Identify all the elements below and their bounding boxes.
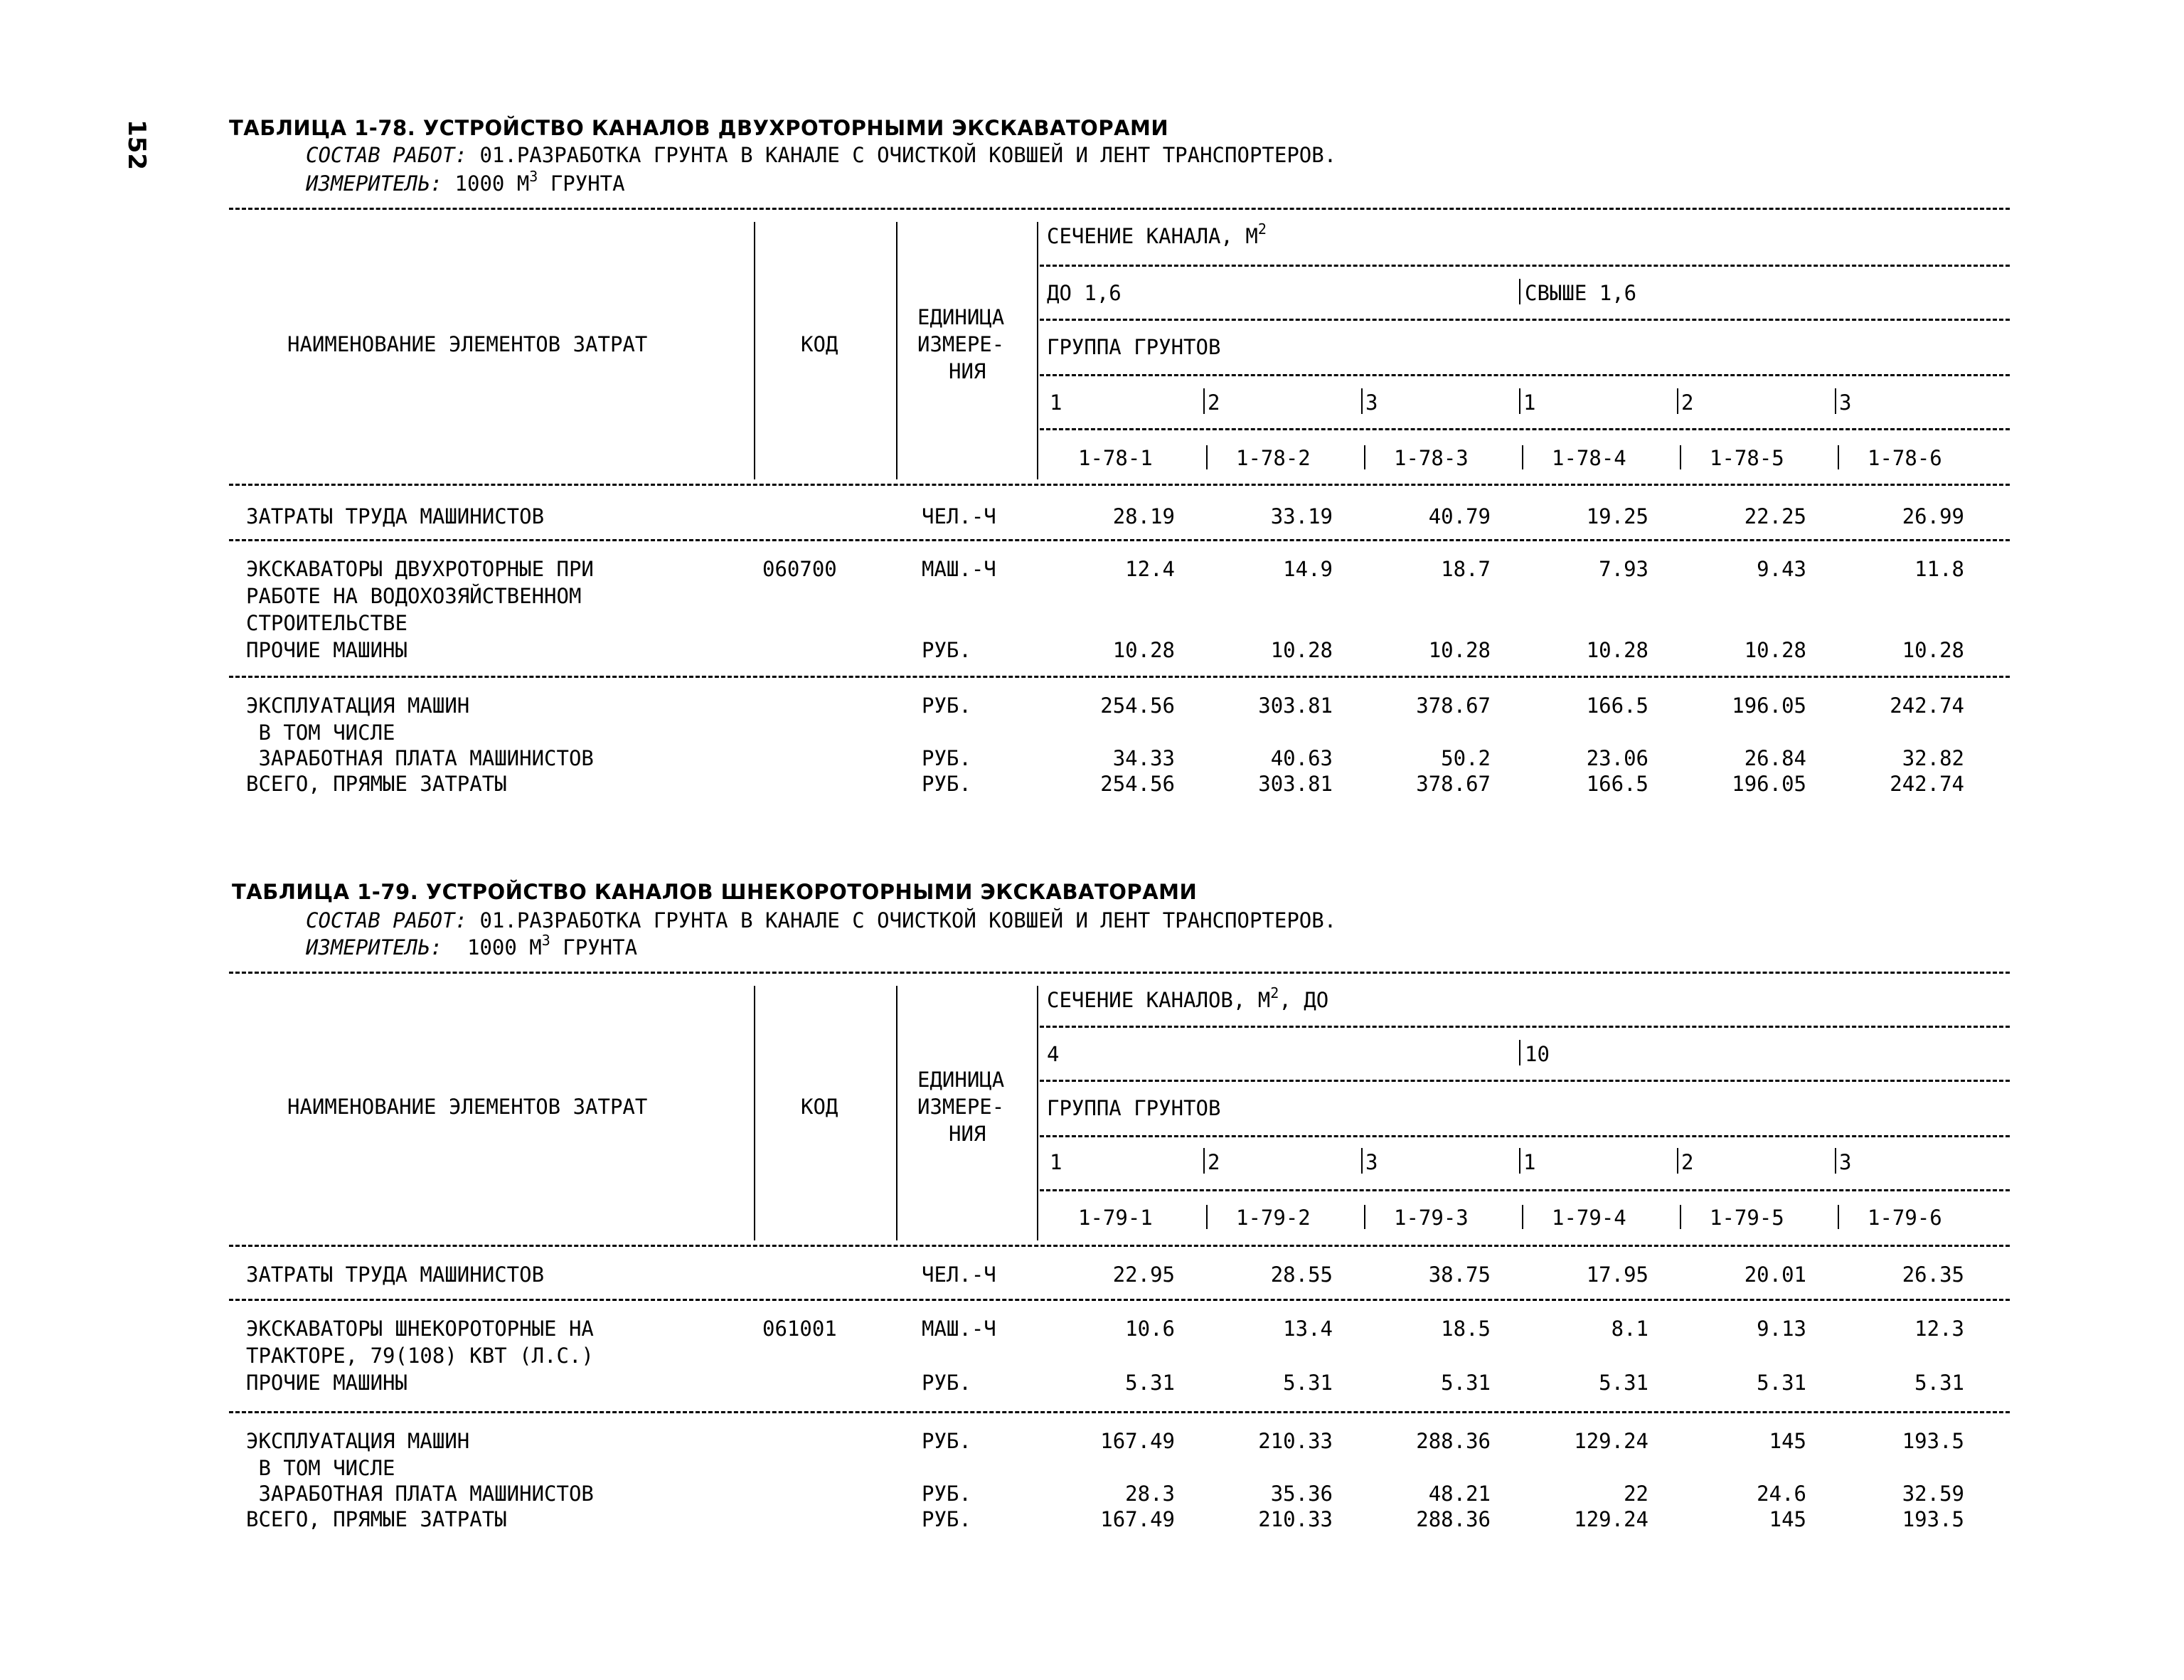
value-cell: 5.31 bbox=[1283, 1371, 1333, 1395]
value-cell: 14.9 bbox=[1283, 557, 1333, 581]
group-divider bbox=[1361, 1148, 1363, 1174]
measure-label: ИЗМЕРИТЕЛЬ: bbox=[306, 935, 443, 959]
header-inner-rule bbox=[1040, 1080, 2010, 1082]
unit-of-measure: РУБ. bbox=[922, 1429, 971, 1453]
norm-code-6: 1-79-6 bbox=[1868, 1206, 1942, 1230]
group-divider bbox=[1203, 1148, 1205, 1174]
value-cell: 242.74 bbox=[1890, 693, 1964, 718]
soil-group-6: 3 bbox=[1839, 1150, 1852, 1174]
value-cell: 13.4 bbox=[1283, 1317, 1333, 1341]
value-cell: 28.55 bbox=[1270, 1262, 1333, 1287]
column-header-name: НАИМЕНОВАНИЕ ЭЛЕМЕНТОВ ЗАТРАТ bbox=[287, 332, 648, 356]
soil-group-2: 2 bbox=[1208, 1150, 1220, 1174]
section-header-text: СЕЧЕНИЕ КАНАЛОВ, М bbox=[1047, 988, 1271, 1012]
value-cell: 129.24 bbox=[1574, 1507, 1648, 1531]
composition-text: 01.РАЗРАБОТКА ГРУНТА В КАНАЛЕ С ОЧИСТКОЙ КОВШЕЙ И ЛЕНТ ТРАНСПОРТЕРОВ. bbox=[479, 143, 1337, 167]
group-divider bbox=[1677, 388, 1678, 414]
group-divider bbox=[1519, 1148, 1520, 1174]
unit-of-measure: РУБ. bbox=[922, 772, 971, 796]
measure-line bbox=[306, 932, 638, 959]
value-cell: 28.3 bbox=[1125, 1482, 1175, 1506]
composition-label: СОСТАВ РАБОТ: bbox=[306, 908, 467, 932]
value-cell: 40.79 bbox=[1428, 504, 1491, 528]
cost-item-name: СТРОИТЕЛЬСТВЕ bbox=[246, 611, 407, 635]
value-cell: 38.75 bbox=[1428, 1262, 1491, 1287]
square-superscript: 2 bbox=[1270, 984, 1279, 1001]
unit-of-measure: МАШ.-Ч bbox=[922, 557, 996, 581]
value-cell: 12.4 bbox=[1125, 557, 1175, 581]
value-cell: 9.13 bbox=[1757, 1317, 1806, 1341]
value-cell: 10.28 bbox=[1902, 638, 1964, 662]
column-header-code: КОД bbox=[801, 332, 838, 356]
resource-code: 061001 bbox=[762, 1317, 837, 1341]
cost-item-name: В ТОМ ЧИСЛЕ bbox=[246, 1456, 395, 1480]
value-cell: 210.33 bbox=[1258, 1507, 1333, 1531]
cube-superscript: 3 bbox=[541, 932, 550, 949]
table-title: ТАБЛИЦА 1-79. УСТРОЙСТВО КАНАЛОВ ШНЕКОРОТОРНЫМИ ЭКСКАВАТОРАМИ bbox=[232, 880, 1198, 904]
code-divider bbox=[1206, 445, 1208, 469]
value-cell: 210.33 bbox=[1258, 1429, 1333, 1453]
value-cell: 303.81 bbox=[1258, 693, 1333, 718]
value-cell: 34.33 bbox=[1112, 746, 1175, 770]
cost-item-name: ЗАРАБОТНАЯ ПЛАТА МАШИНИСТОВ bbox=[246, 746, 594, 770]
value-cell: 145 bbox=[1769, 1507, 1806, 1531]
value-cell: 19.25 bbox=[1586, 504, 1648, 528]
norm-code-4: 1-79-4 bbox=[1552, 1206, 1626, 1230]
column-header-unit-3: НИЯ bbox=[949, 359, 986, 383]
group-divider bbox=[1677, 1148, 1678, 1174]
section-header bbox=[1047, 984, 1329, 1012]
column-header-unit-2: ИЗМЕРЕ- bbox=[917, 1095, 1005, 1119]
cost-item-name: ЭКСПЛУАТАЦИЯ МАШИН bbox=[246, 693, 470, 718]
row-group-rule bbox=[229, 484, 2010, 486]
header-inner-rule bbox=[1040, 1135, 2010, 1137]
cost-item-name: РАБОТЕ НА ВОДОХОЗЯЙСТВЕННОМ bbox=[246, 584, 582, 608]
row-group-rule bbox=[229, 539, 2010, 541]
value-cell: 10.28 bbox=[1428, 638, 1491, 662]
unit-of-measure: РУБ. bbox=[922, 1507, 971, 1531]
value-cell: 32.82 bbox=[1902, 746, 1964, 770]
value-cell: 10.28 bbox=[1586, 638, 1648, 662]
norm-code-3: 1-78-3 bbox=[1394, 446, 1469, 470]
value-cell: 10.28 bbox=[1270, 638, 1333, 662]
header-inner-rule bbox=[1040, 265, 2010, 267]
cost-item-name: ВСЕГО, ПРЯМЫЕ ЗАТРАТЫ bbox=[246, 772, 507, 796]
column-divider bbox=[896, 222, 897, 479]
value-cell: 7.93 bbox=[1599, 557, 1648, 581]
value-cell: 242.74 bbox=[1890, 772, 1964, 796]
value-cell: 12.3 bbox=[1914, 1317, 1964, 1341]
cost-item-name: ЭКСКАВАТОРЫ ДВУХРОТОРНЫЕ ПРИ bbox=[246, 557, 594, 581]
value-cell: 35.36 bbox=[1270, 1482, 1333, 1506]
value-cell: 288.36 bbox=[1416, 1429, 1491, 1453]
column-divider bbox=[754, 222, 755, 479]
norm-code-1: 1-79-1 bbox=[1078, 1206, 1153, 1230]
value-cell: 33.19 bbox=[1270, 504, 1333, 528]
norm-code-1: 1-78-1 bbox=[1078, 446, 1153, 470]
value-cell: 10.28 bbox=[1744, 638, 1806, 662]
column-header-name: НАИМЕНОВАНИЕ ЭЛЕМЕНТОВ ЗАТРАТ bbox=[287, 1095, 648, 1119]
value-cell: 22.25 bbox=[1744, 504, 1806, 528]
group-divider bbox=[1835, 388, 1836, 414]
column-header-code: КОД bbox=[801, 1095, 838, 1119]
value-cell: 23.06 bbox=[1586, 746, 1648, 770]
column-divider bbox=[1037, 222, 1038, 479]
soil-group-3: 3 bbox=[1365, 1150, 1378, 1174]
value-cell: 166.5 bbox=[1586, 693, 1648, 718]
value-cell: 32.59 bbox=[1902, 1482, 1964, 1506]
cost-item-name: ПРОЧИЕ МАШИНЫ bbox=[246, 1371, 407, 1395]
value-cell: 20.01 bbox=[1744, 1262, 1806, 1287]
norm-code-6: 1-78-6 bbox=[1868, 446, 1942, 470]
norm-code-2: 1-78-2 bbox=[1236, 446, 1311, 470]
measure-label: ИЗМЕРИТЕЛЬ: bbox=[306, 171, 443, 196]
value-cell: 40.63 bbox=[1270, 746, 1333, 770]
value-cell: 167.49 bbox=[1100, 1429, 1175, 1453]
value-cell: 22 bbox=[1624, 1482, 1648, 1506]
value-cell: 22.95 bbox=[1112, 1262, 1175, 1287]
column-header-unit-1: ЕДИНИЦА bbox=[917, 305, 1005, 329]
value-cell: 196.05 bbox=[1732, 772, 1806, 796]
value-cell: 26.99 bbox=[1902, 504, 1964, 528]
code-divider bbox=[1364, 1205, 1365, 1229]
soil-group-4: 1 bbox=[1523, 390, 1536, 415]
norm-code-5: 1-78-5 bbox=[1710, 446, 1784, 470]
code-divider bbox=[1838, 445, 1839, 469]
value-cell: 10.28 bbox=[1112, 638, 1175, 662]
header-inner-rule bbox=[1040, 428, 2010, 430]
header-inner-rule bbox=[1040, 374, 2010, 376]
code-divider bbox=[1838, 1205, 1839, 1229]
page-number: 152 bbox=[122, 119, 151, 170]
header-inner-rule bbox=[1040, 1026, 2010, 1028]
unit-of-measure: МАШ.-Ч bbox=[922, 1317, 996, 1341]
measure-text: 1000 М bbox=[454, 171, 530, 196]
cube-superscript: 3 bbox=[529, 168, 538, 185]
norm-code-3: 1-79-3 bbox=[1394, 1206, 1469, 1230]
value-cell: 378.67 bbox=[1416, 772, 1491, 796]
value-cell: 145 bbox=[1769, 1429, 1806, 1453]
section-sub-b: СВЫШЕ 1,6 bbox=[1525, 281, 1637, 305]
resource-code: 060700 bbox=[762, 557, 837, 581]
code-divider bbox=[1364, 445, 1365, 469]
unit-of-measure: РУБ. bbox=[922, 638, 971, 662]
value-cell: 378.67 bbox=[1416, 693, 1491, 718]
value-cell: 5.31 bbox=[1599, 1371, 1648, 1395]
header-top-rule bbox=[229, 972, 2010, 974]
section-sub-b: 10 bbox=[1525, 1042, 1550, 1066]
composition-line bbox=[306, 145, 1336, 166]
soil-group-5: 2 bbox=[1681, 1150, 1694, 1174]
soil-group-1: 1 bbox=[1050, 1150, 1062, 1174]
code-divider bbox=[1206, 1205, 1208, 1229]
group-divider bbox=[1203, 388, 1205, 414]
value-cell: 254.56 bbox=[1100, 772, 1175, 796]
measure-line bbox=[306, 168, 625, 196]
soil-group-header: ГРУППА ГРУНТОВ bbox=[1047, 1096, 1221, 1120]
value-cell: 5.31 bbox=[1125, 1371, 1175, 1395]
table-title: ТАБЛИЦА 1-78. УСТРОЙСТВО КАНАЛОВ ДВУХРОТОРНЫМИ ЭКСКАВАТОРАМИ bbox=[229, 116, 1169, 140]
value-cell: 167.49 bbox=[1100, 1507, 1175, 1531]
cost-item-name: В ТОМ ЧИСЛЕ bbox=[246, 721, 395, 745]
column-divider bbox=[754, 986, 755, 1240]
row-group-rule bbox=[229, 1245, 2010, 1247]
soil-group-4: 1 bbox=[1523, 1150, 1536, 1174]
value-cell: 11.8 bbox=[1914, 557, 1964, 581]
row-group-rule bbox=[229, 1411, 2010, 1413]
value-cell: 10.6 bbox=[1125, 1317, 1175, 1341]
section-sub-a: ДО 1,6 bbox=[1047, 281, 1122, 305]
cost-item-name: ЗАТРАТЫ ТРУДА МАШИНИСТОВ bbox=[246, 504, 545, 528]
column-divider bbox=[896, 986, 897, 1240]
soil-group-1: 1 bbox=[1050, 390, 1062, 415]
cost-item-name: ВСЕГО, ПРЯМЫЕ ЗАТРАТЫ bbox=[246, 1507, 507, 1531]
unit-of-measure: РУБ. bbox=[922, 693, 971, 718]
section-header-suffix: , ДО bbox=[1279, 988, 1329, 1012]
unit-of-measure: РУБ. bbox=[922, 1371, 971, 1395]
unit-of-measure: ЧЕЛ.-Ч bbox=[922, 1262, 996, 1287]
column-divider bbox=[1037, 986, 1038, 1240]
cost-item-name: ПРОЧИЕ МАШИНЫ bbox=[246, 638, 407, 662]
cost-item-name: ЭКСКАВАТОРЫ ШНЕКОРОТОРНЫЕ НА bbox=[246, 1317, 594, 1341]
column-header-unit-3: НИЯ bbox=[949, 1122, 986, 1146]
value-cell: 288.36 bbox=[1416, 1507, 1491, 1531]
soil-group-header: ГРУППА ГРУНТОВ bbox=[1047, 335, 1221, 359]
measure-unit: ГРУНТА bbox=[550, 171, 625, 196]
value-cell: 5.31 bbox=[1757, 1371, 1806, 1395]
square-superscript: 2 bbox=[1257, 220, 1267, 238]
section-sub-divider bbox=[1519, 1040, 1520, 1065]
section-sub-a: 4 bbox=[1047, 1042, 1060, 1066]
cost-item-name: ЗАТРАТЫ ТРУДА МАШИНИСТОВ bbox=[246, 1262, 545, 1287]
code-divider bbox=[1522, 445, 1523, 469]
header-inner-rule bbox=[1040, 319, 2010, 321]
unit-of-measure: РУБ. bbox=[922, 1482, 971, 1506]
value-cell: 303.81 bbox=[1258, 772, 1333, 796]
soil-group-6: 3 bbox=[1839, 390, 1852, 415]
value-cell: 196.05 bbox=[1732, 693, 1806, 718]
cost-item-name: ЗАРАБОТНАЯ ПЛАТА МАШИНИСТОВ bbox=[246, 1482, 594, 1506]
composition-line bbox=[306, 910, 1336, 931]
composition-text: 01.РАЗРАБОТКА ГРУНТА В КАНАЛЕ С ОЧИСТКОЙ КОВШЕЙ И ЛЕНТ ТРАНСПОРТЕРОВ. bbox=[479, 908, 1337, 932]
norm-code-4: 1-78-4 bbox=[1552, 446, 1626, 470]
row-group-rule bbox=[229, 1299, 2010, 1301]
soil-group-2: 2 bbox=[1208, 390, 1220, 415]
section-header bbox=[1047, 220, 1267, 248]
row-group-rule bbox=[229, 676, 2010, 678]
value-cell: 193.5 bbox=[1902, 1429, 1964, 1453]
value-cell: 193.5 bbox=[1902, 1507, 1964, 1531]
code-divider bbox=[1680, 445, 1681, 469]
cost-item-name: ТРАКТОРЕ, 79(108) КВТ (Л.С.) bbox=[246, 1344, 594, 1368]
cost-item-name: ЭКСПЛУАТАЦИЯ МАШИН bbox=[246, 1429, 470, 1453]
unit-of-measure: ЧЕЛ.-Ч bbox=[922, 504, 996, 528]
value-cell: 9.43 bbox=[1757, 557, 1806, 581]
value-cell: 8.1 bbox=[1611, 1317, 1648, 1341]
value-cell: 254.56 bbox=[1100, 693, 1175, 718]
measure-unit: ГРУНТА bbox=[563, 935, 638, 959]
measure-text: 1000 М bbox=[467, 935, 542, 959]
group-divider bbox=[1361, 388, 1363, 414]
column-header-unit-1: ЕДИНИЦА bbox=[917, 1068, 1005, 1092]
section-sub-divider bbox=[1519, 279, 1520, 304]
code-divider bbox=[1680, 1205, 1681, 1229]
norm-code-2: 1-79-2 bbox=[1236, 1206, 1311, 1230]
soil-group-3: 3 bbox=[1365, 390, 1378, 415]
value-cell: 18.5 bbox=[1441, 1317, 1491, 1341]
column-header-unit-2: ИЗМЕРЕ- bbox=[917, 332, 1005, 356]
group-divider bbox=[1519, 388, 1520, 414]
value-cell: 24.6 bbox=[1757, 1482, 1806, 1506]
value-cell: 28.19 bbox=[1112, 504, 1175, 528]
code-divider bbox=[1522, 1205, 1523, 1229]
value-cell: 5.31 bbox=[1914, 1371, 1964, 1395]
norm-code-5: 1-79-5 bbox=[1710, 1206, 1784, 1230]
header-top-rule bbox=[229, 208, 2010, 210]
value-cell: 166.5 bbox=[1586, 772, 1648, 796]
composition-label: СОСТАВ РАБОТ: bbox=[306, 143, 467, 167]
value-cell: 5.31 bbox=[1441, 1371, 1491, 1395]
group-divider bbox=[1835, 1148, 1836, 1174]
value-cell: 48.21 bbox=[1428, 1482, 1491, 1506]
value-cell: 129.24 bbox=[1574, 1429, 1648, 1453]
unit-of-measure: РУБ. bbox=[922, 746, 971, 770]
value-cell: 26.84 bbox=[1744, 746, 1806, 770]
value-cell: 26.35 bbox=[1902, 1262, 1964, 1287]
soil-group-5: 2 bbox=[1681, 390, 1694, 415]
section-header-text: СЕЧЕНИЕ КАНАЛА, М bbox=[1047, 224, 1258, 248]
value-cell: 17.95 bbox=[1586, 1262, 1648, 1287]
header-inner-rule bbox=[1040, 1189, 2010, 1191]
value-cell: 50.2 bbox=[1441, 746, 1491, 770]
value-cell: 18.7 bbox=[1441, 557, 1491, 581]
